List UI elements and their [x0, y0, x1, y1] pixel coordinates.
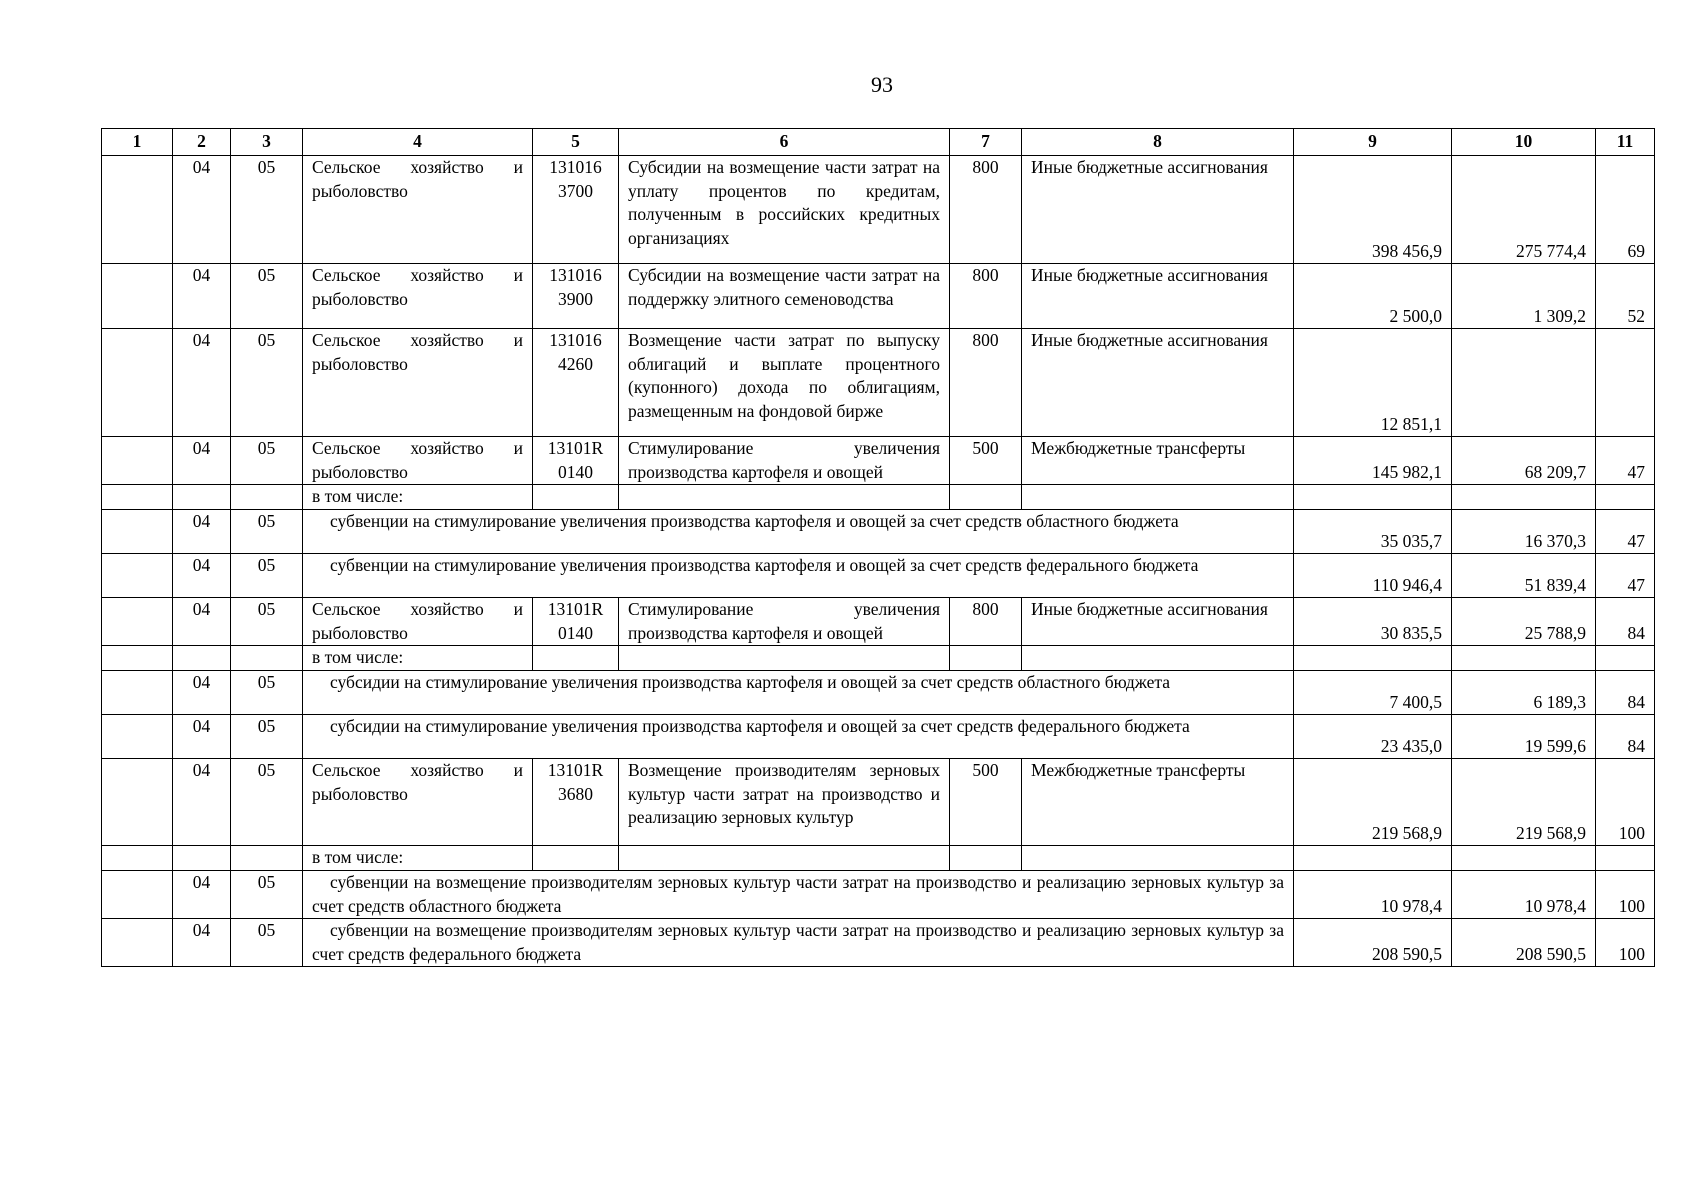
executed-amount-cell: 51 839,4: [1452, 554, 1596, 598]
subitem-text: субвенции на стимулирование увеличения производства картофеля и овощей за счет средств областного бюджета: [330, 511, 1179, 531]
expense-type-name-cell: Иные бюджетные ассигнования: [1022, 156, 1294, 264]
cell-col-7: [950, 846, 1022, 871]
including-row: [102, 846, 1655, 871]
cell-col-1: [102, 871, 173, 919]
cell-col-5: [533, 846, 619, 871]
cell-col-5: [533, 646, 619, 671]
planned-amount-cell: 219 568,9: [1294, 759, 1452, 846]
expense-type-code-cell: 800: [950, 329, 1022, 437]
subitem-description-cell: [303, 510, 1294, 554]
column-header-8: 8: [1022, 129, 1294, 156]
subitem-row: [102, 554, 1655, 598]
including-row: [102, 485, 1655, 510]
cell-col-1: [102, 485, 173, 510]
planned-amount-cell: 398 456,9: [1294, 156, 1452, 264]
executed-amount-cell: 25 788,9: [1452, 598, 1596, 646]
section-code-cell: 04: [173, 554, 231, 598]
cell-col-1: [102, 759, 173, 846]
planned-amount-cell: 110 946,4: [1294, 554, 1452, 598]
cell-col-2: [173, 485, 231, 510]
subitem-description-cell: [303, 671, 1294, 715]
cell-col-6: [619, 846, 950, 871]
cell-col-1: [102, 554, 173, 598]
cell-col-3: [231, 646, 303, 671]
execution-percent-cell: 100: [1596, 919, 1655, 967]
cell-col-1: [102, 598, 173, 646]
cell-col-1: [102, 437, 173, 485]
execution-percent-cell: 69: [1596, 156, 1655, 264]
section-code-cell: 04: [173, 156, 231, 264]
cell-col-1: [102, 264, 173, 329]
column-header-11: 11: [1596, 129, 1655, 156]
execution-percent-cell: 100: [1596, 871, 1655, 919]
subitem-text: субсидии на стимулирование увеличения производства картофеля и овощей за счет средств федерального бюджета: [330, 716, 1190, 736]
section-code-cell: 04: [173, 598, 231, 646]
section-code-cell: 04: [173, 264, 231, 329]
cell-col-7: [950, 646, 1022, 671]
subsection-code-cell: 05: [231, 715, 303, 759]
cell-col-10: [1452, 846, 1596, 871]
subitem-description-cell: [303, 715, 1294, 759]
cell-col-1: [102, 671, 173, 715]
planned-amount-cell: 145 982,1: [1294, 437, 1452, 485]
expense-type-code-cell: 800: [950, 156, 1022, 264]
cell-col-6: [619, 646, 950, 671]
planned-amount-cell: 23 435,0: [1294, 715, 1452, 759]
table-row: [102, 156, 1655, 264]
cell-col-9: [1294, 485, 1452, 510]
cell-col-1: [102, 846, 173, 871]
section-code-cell: 04: [173, 437, 231, 485]
cell-col-1: [102, 510, 173, 554]
section-code-cell: 04: [173, 919, 231, 967]
target-article-name-cell: Возмещение части затрат по выпуску облигаций и выплате процентного (купонного) дохода по облигациям, размещенным на фондовой бирже: [619, 329, 950, 437]
subitem-text: субсидии на стимулирование увеличения производства картофеля и овощей за счет средств областного бюджета: [330, 672, 1170, 692]
section-name-cell: Сельское хозяйство и рыболовство: [303, 156, 533, 264]
subitem-text: субвенции на возмещение производителям зерновых культур части затрат на производство и реализацию зерновых культур за счет средств федерального бюджета: [312, 920, 1284, 964]
column-header-1: 1: [102, 129, 173, 156]
cell-col-1: [102, 329, 173, 437]
cell-col-5: [533, 485, 619, 510]
subitem-row: [102, 510, 1655, 554]
including-row: [102, 646, 1655, 671]
executed-amount-cell: 10 978,4: [1452, 871, 1596, 919]
execution-percent-cell: 47: [1596, 510, 1655, 554]
expense-type-code-cell: 500: [950, 759, 1022, 846]
subitem-description-cell: [303, 554, 1294, 598]
executed-amount-cell: 16 370,3: [1452, 510, 1596, 554]
cell-col-6: [619, 485, 950, 510]
subsection-code-cell: 05: [231, 598, 303, 646]
cell-col-11: [1596, 646, 1655, 671]
budget-table: [101, 128, 1655, 967]
column-header-10: 10: [1452, 129, 1596, 156]
cell-col-10: [1452, 646, 1596, 671]
expense-type-name-cell: Иные бюджетные ассигнования: [1022, 264, 1294, 329]
section-code-cell: 04: [173, 871, 231, 919]
section-code-cell: 04: [173, 715, 231, 759]
cell-col-2: [173, 646, 231, 671]
section-name-cell: Сельское хозяйство и рыболовство: [303, 598, 533, 646]
executed-amount-cell: 68 209,7: [1452, 437, 1596, 485]
header-row: [102, 129, 1655, 156]
planned-amount-cell: 208 590,5: [1294, 919, 1452, 967]
execution-percent-cell: [1596, 329, 1655, 437]
section-name-cell: Сельское хозяйство и рыболовство: [303, 437, 533, 485]
target-article-name-cell: Возмещение производителям зерновых культур части затрат на производство и реализацию зерновых культур: [619, 759, 950, 846]
cell-col-8: [1022, 485, 1294, 510]
column-header-2: 2: [173, 129, 231, 156]
section-name-cell: Сельское хозяйство и рыболовство: [303, 329, 533, 437]
table-row: [102, 329, 1655, 437]
column-header-9: 9: [1294, 129, 1452, 156]
section-code-cell: 04: [173, 329, 231, 437]
page-number: 93: [871, 72, 893, 97]
subsection-code-cell: 05: [231, 919, 303, 967]
subitem-description-cell: [303, 871, 1294, 919]
target-article-cell: 13101R 0140: [533, 598, 619, 646]
section-code-cell: 04: [173, 510, 231, 554]
execution-percent-cell: 84: [1596, 671, 1655, 715]
cell-col-2: [173, 846, 231, 871]
executed-amount-cell: 219 568,9: [1452, 759, 1596, 846]
executed-amount-cell: [1452, 329, 1596, 437]
target-article-cell: 131016 3900: [533, 264, 619, 329]
subitem-row: [102, 671, 1655, 715]
cell-col-1: [102, 646, 173, 671]
subitem-row: [102, 919, 1655, 967]
subitem-text: субвенции на возмещение производителям зерновых культур части затрат на производство и реализацию зерновых культур за счет средств областного бюджета: [312, 872, 1284, 916]
executed-amount-cell: 19 599,6: [1452, 715, 1596, 759]
execution-percent-cell: 100: [1596, 759, 1655, 846]
column-header-5: 5: [533, 129, 619, 156]
including-label-cell: в том числе:: [303, 846, 533, 871]
cell-col-11: [1596, 485, 1655, 510]
table-row: [102, 264, 1655, 329]
column-header-6: 6: [619, 129, 950, 156]
cell-col-9: [1294, 646, 1452, 671]
subsection-code-cell: 05: [231, 437, 303, 485]
executed-amount-cell: 275 774,4: [1452, 156, 1596, 264]
section-code-cell: 04: [173, 759, 231, 846]
cell-col-7: [950, 485, 1022, 510]
subsection-code-cell: 05: [231, 264, 303, 329]
table-row: [102, 437, 1655, 485]
expense-type-name-cell: Межбюджетные трансферты: [1022, 437, 1294, 485]
subitem-text: субвенции на стимулирование увеличения производства картофеля и овощей за счет средств федерального бюджета: [330, 555, 1199, 575]
cell-col-1: [102, 715, 173, 759]
planned-amount-cell: 2 500,0: [1294, 264, 1452, 329]
cell-col-3: [231, 485, 303, 510]
planned-amount-cell: 12 851,1: [1294, 329, 1452, 437]
target-article-cell: 13101R 0140: [533, 437, 619, 485]
subsection-code-cell: 05: [231, 329, 303, 437]
target-article-cell: 131016 4260: [533, 329, 619, 437]
target-article-name-cell: Субсидии на возмещение части затрат на уплату процентов по кредитам, полученным в российских кредитных организациях: [619, 156, 950, 264]
cell-col-1: [102, 919, 173, 967]
planned-amount-cell: 35 035,7: [1294, 510, 1452, 554]
target-article-name-cell: Стимулирование увеличения производства картофеля и овощей: [619, 598, 950, 646]
execution-percent-cell: 47: [1596, 437, 1655, 485]
cell-col-1: [102, 156, 173, 264]
expense-type-code-cell: 800: [950, 264, 1022, 329]
planned-amount-cell: 30 835,5: [1294, 598, 1452, 646]
subitem-description-cell: [303, 919, 1294, 967]
target-article-name-cell: Субсидии на возмещение части затрат на поддержку элитного семеноводства: [619, 264, 950, 329]
subsection-code-cell: 05: [231, 759, 303, 846]
cell-col-9: [1294, 846, 1452, 871]
including-label-cell: в том числе:: [303, 485, 533, 510]
cell-col-3: [231, 846, 303, 871]
target-article-cell: 131016 3700: [533, 156, 619, 264]
section-name-cell: Сельское хозяйство и рыболовство: [303, 759, 533, 846]
table-row: [102, 598, 1655, 646]
section-code-cell: 04: [173, 671, 231, 715]
execution-percent-cell: 47: [1596, 554, 1655, 598]
execution-percent-cell: 52: [1596, 264, 1655, 329]
column-header-4: 4: [303, 129, 533, 156]
subsection-code-cell: 05: [231, 671, 303, 715]
target-article-name-cell: Стимулирование увеличения производства картофеля и овощей: [619, 437, 950, 485]
expense-type-name-cell: Межбюджетные трансферты: [1022, 759, 1294, 846]
subitem-row: [102, 871, 1655, 919]
section-name-cell: Сельское хозяйство и рыболовство: [303, 264, 533, 329]
executed-amount-cell: 208 590,5: [1452, 919, 1596, 967]
column-header-3: 3: [231, 129, 303, 156]
planned-amount-cell: 7 400,5: [1294, 671, 1452, 715]
expense-type-code-cell: 500: [950, 437, 1022, 485]
executed-amount-cell: 6 189,3: [1452, 671, 1596, 715]
including-label-cell: в том числе:: [303, 646, 533, 671]
target-article-cell: 13101R 3680: [533, 759, 619, 846]
execution-percent-cell: 84: [1596, 715, 1655, 759]
expense-type-name-cell: Иные бюджетные ассигнования: [1022, 598, 1294, 646]
execution-percent-cell: 84: [1596, 598, 1655, 646]
expense-type-name-cell: Иные бюджетные ассигнования: [1022, 329, 1294, 437]
subsection-code-cell: 05: [231, 871, 303, 919]
expense-type-code-cell: 800: [950, 598, 1022, 646]
cell-col-8: [1022, 846, 1294, 871]
table-row: [102, 759, 1655, 846]
planned-amount-cell: 10 978,4: [1294, 871, 1452, 919]
cell-col-8: [1022, 646, 1294, 671]
table-body: [102, 156, 1655, 967]
subsection-code-cell: 05: [231, 156, 303, 264]
subsection-code-cell: 05: [231, 510, 303, 554]
cell-col-10: [1452, 485, 1596, 510]
subitem-row: [102, 715, 1655, 759]
executed-amount-cell: 1 309,2: [1452, 264, 1596, 329]
column-header-7: 7: [950, 129, 1022, 156]
cell-col-11: [1596, 846, 1655, 871]
subsection-code-cell: 05: [231, 554, 303, 598]
